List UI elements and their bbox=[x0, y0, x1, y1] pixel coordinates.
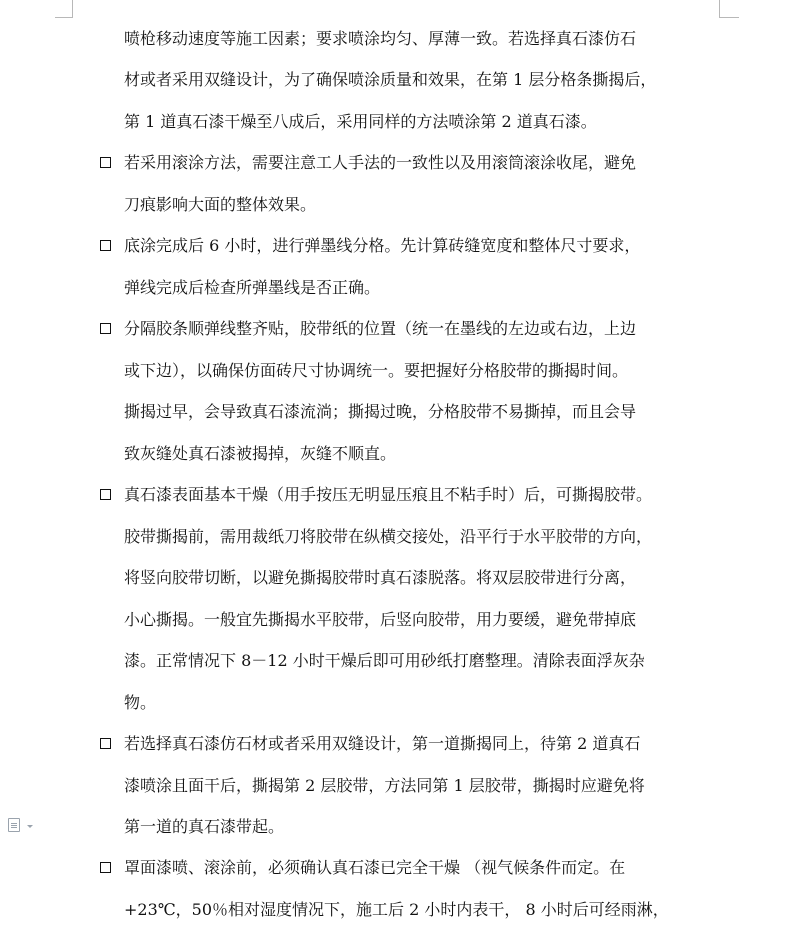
body-text-line: 刀痕影响大面的整体效果。 bbox=[124, 195, 317, 214]
checkbox-bullet-icon bbox=[100, 738, 111, 749]
document-icon[interactable] bbox=[8, 818, 20, 832]
body-text-line: 罩面漆喷、滚涂前，必须确认真石漆已完全干燥 （视气候条件而定。在 bbox=[124, 858, 626, 877]
checkbox-bullet-icon bbox=[100, 323, 111, 334]
crop-mark-top-right bbox=[719, 0, 720, 18]
body-text-line: 分隔胶条顺弹线整齐贴，胶带纸的位置（统一在墨线的左边或右边，上边 bbox=[124, 319, 637, 338]
body-text-line: 弹线完成后检查所弹墨线是否正确。 bbox=[124, 278, 381, 297]
body-text-line: 漆喷涂且面干后，撕揭第 2 层胶带，方法同第 1 层胶带，撕揭时应避免将 bbox=[124, 776, 645, 795]
body-text-line: 漆。正常情况下 8－12 小时干燥后即可用砂纸打磨整理。清除表面浮灰杂 bbox=[124, 651, 645, 670]
body-text-line: 若采用滚涂方法，需要注意工人手法的一致性以及用滚筒滚涂收尾，避免 bbox=[124, 153, 637, 172]
body-text-line: 胶带撕揭前，需用裁纸刀将胶带在纵横交接处，沿平行于水平胶带的方向， bbox=[124, 527, 653, 546]
body-text-line: 第 1 道真石漆干燥至八成后，采用同样的方法喷涂第 2 道真石漆。 bbox=[124, 112, 597, 131]
body-text-line: 或下边），以确保仿面砖尺寸协调统一。要把握好分格胶带的撕揭时间。 bbox=[124, 361, 629, 380]
chevron-down-icon[interactable] bbox=[27, 825, 33, 828]
body-text-line: 材或者采用双缝设计，为了确保喷涂质量和效果，在第 1 层分格条撕揭后， bbox=[124, 70, 657, 89]
checkbox-bullet-icon bbox=[100, 240, 111, 251]
body-text-line: 底涂完成后 6 小时，进行弹墨线分格。先计算砖缝宽度和整体尺寸要求， bbox=[124, 236, 641, 255]
body-text-line: 将竖向胶带切断，以避免撕揭胶带时真石漆脱落。将双层胶带进行分离， bbox=[124, 568, 637, 587]
checkbox-bullet-icon bbox=[100, 157, 111, 168]
crop-mark-top-left bbox=[72, 0, 73, 18]
body-text-line: 喷枪移动速度等施工因素；要求喷涂均匀、厚薄一致。若选择真石漆仿石 bbox=[124, 29, 637, 48]
crop-mark-top-left bbox=[55, 17, 73, 18]
body-text-line: 第一道的真石漆带起。 bbox=[124, 817, 285, 836]
checkbox-bullet-icon bbox=[100, 489, 111, 500]
body-text-line: +23℃，50％相对湿度情况下，施工后 2 小时内表干， 8 小时后可经雨淋， bbox=[124, 900, 669, 919]
body-text-line: 物。 bbox=[124, 693, 157, 712]
body-text-line: 致灰缝处真石漆被揭掉，灰缝不顺直。 bbox=[124, 444, 397, 463]
body-text-line: 若选择真石漆仿石材或者采用双缝设计，第一道撕揭同上，待第 2 道真石 bbox=[124, 734, 641, 753]
checkbox-bullet-icon bbox=[100, 862, 111, 873]
body-text-line: 撕揭过早，会导致真石漆流淌；撕揭过晚，分格胶带不易撕掉，而且会导 bbox=[124, 402, 637, 421]
body-text-line: 真石漆表面基本干燥（用手按压无明显压痕且不粘手时）后，可撕揭胶带。 bbox=[124, 485, 653, 504]
body-text-line: 小心撕揭。一般宜先撕揭水平胶带，后竖向胶带，用力要缓，避免带掉底 bbox=[124, 610, 637, 629]
